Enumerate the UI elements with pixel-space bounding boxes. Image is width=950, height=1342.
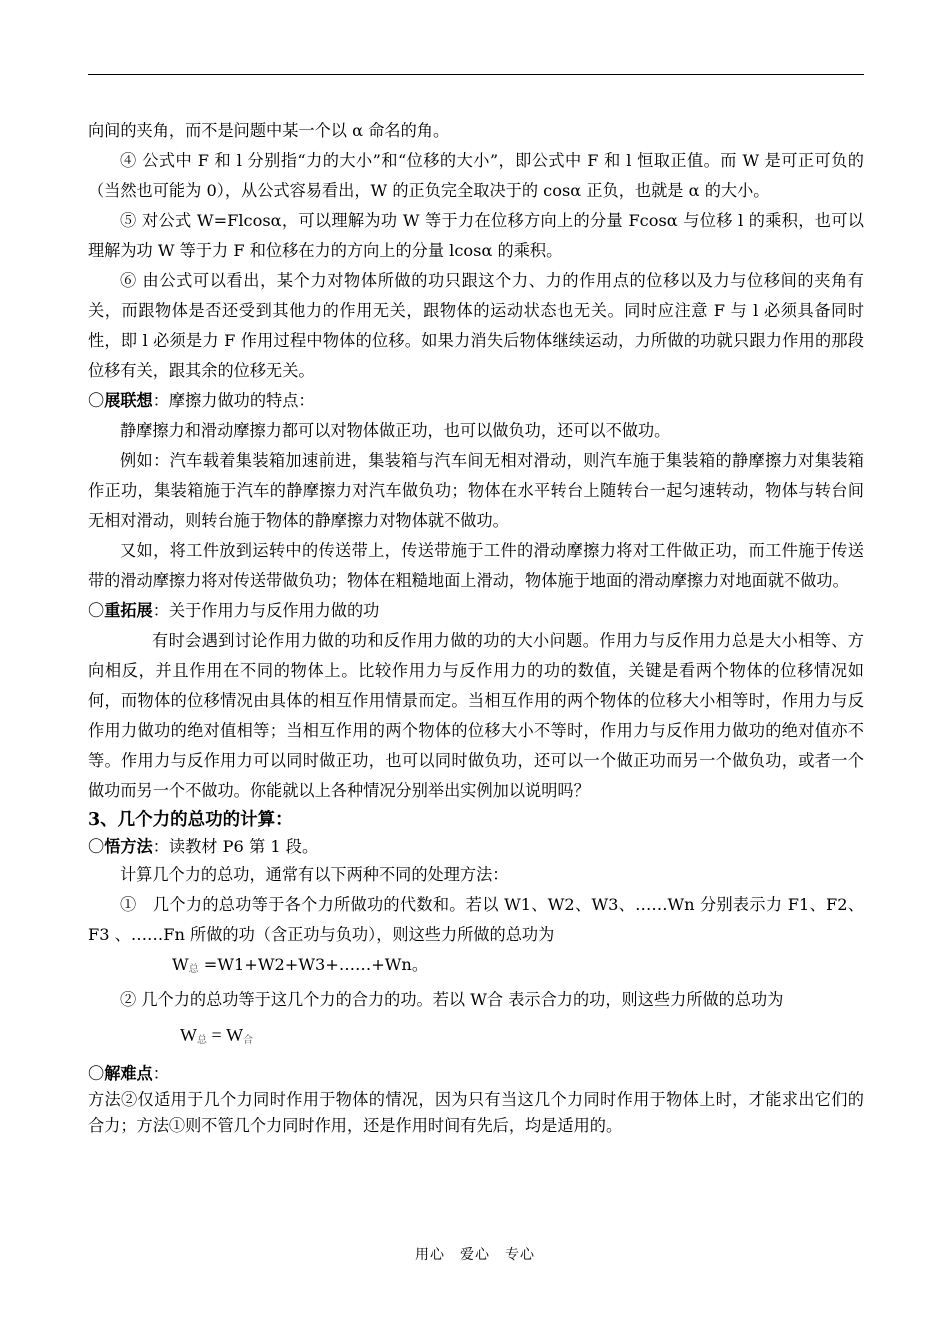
paragraph-difficulty: 方法②仅适用于几个力同时作用于物体的情况，因为只有当这几个力同时作用于物体上时，才能求出它们的合力；方法①则不管几个力同时作用，还是作用时间有先后，均是适用的。 [88, 1090, 864, 1135]
paragraph-method-1: ① 几个力的总功等于各个力所做功的代数和。若以 W1、W2、W3、……Wn 分别表示力 F1、F2、F3 、……Fn 所做的功（含正功与负功），则这些力所做的总功为 [88, 895, 864, 944]
formula-subscript: 总 [197, 1035, 207, 1046]
formula-symbol: W [226, 1025, 244, 1045]
formula-equals: = [207, 1025, 227, 1045]
heading-label: 悟方法 [104, 837, 153, 856]
circle-marker: 〇 [88, 837, 105, 856]
formula-rest: =W1+W2+W3+……+Wn。 [198, 955, 429, 974]
heading-label: 解难点 [104, 1064, 153, 1083]
heading-text: ： [152, 1064, 169, 1083]
paragraph-continuation: 向间的夹角，而不是问题中某一个以 α 命名的角。 [88, 121, 450, 140]
paragraph-friction-work: 静摩擦力和滑动摩擦力都可以对物体做正功，也可以做负功，还可以不做功。 [120, 421, 671, 440]
formula-subscript: 总 [188, 964, 199, 975]
formula-total-work-sum [88, 950, 864, 985]
circle-marker: 〇 [88, 601, 105, 620]
section-title-3: 3、几个力的总功的计算： [88, 810, 293, 830]
heading-label: 展联想 [104, 391, 153, 410]
heading-text: ：摩擦力做功的特点： [152, 391, 315, 410]
paragraph-point-5: ⑤ 对公式 W=Flcosα，可以理解为功 W 等于力在位移方向上的分量 Fcosα 与位移 l 的乘积，也可以理解为功 W 等于力 F 和位移在力的方向上的分量 lcosα 的乘积。 [88, 211, 864, 260]
paragraph-point-6: ⑥ 由公式可以看出，某个力对物体所做的功只跟这个力、力的作用点的位移以及力与位移间的夹角有关，而跟物体是否还受到其他力的作用无关，跟物体的运动状态也无关。同时应注意 F 与 l 必须具备同时性，即 l 必须是力 F 作用过程中物体的位移。如果力消失后物体继续运动，力所做的功就只跟力作用的那段位移有关，跟其余的位移无关。 [88, 271, 864, 380]
header-rule [88, 74, 864, 75]
circle-marker: 〇 [88, 1064, 105, 1083]
paragraph-example-2: 又如，将工件放到运转中的传送带上，传送带施于工件的滑动摩擦力将对工件做正功，而工件施于传送带的滑动摩擦力将对传送带做负功；物体在粗糙地面上滑动，物体施于地面的滑动摩擦力对地面就不做功。 [88, 541, 864, 590]
page-body [88, 116, 864, 1139]
formula-subscript: 合 [243, 1035, 254, 1046]
formula-total-equals-net [88, 1015, 864, 1061]
heading-extend-association [88, 386, 864, 416]
heading-difficulty [88, 1061, 864, 1087]
formula-symbol: W [172, 955, 189, 974]
paragraph-action-reaction: 有时会遇到讨论作用力做的功和反作用力做的功的大小问题。作用力与反作用力总是大小相等、方向相反，并且作用在不同的物体上。比较作用力与反作用力的功的数值，关键是看两个物体的位移情况如何，而物体的位移情况由具体的相互作用情景而定。当相互作用的两个物体的位移大小相等时，作用力与反作用力做功的绝对值相等；当相互作用的两个物体的位移大小不等时，作用力与反作用力做功的绝对值亦不等。作用力与反作用力可以同时做正功，也可以同时做负功，还可以一个做正功而另一个做负功，或者一个做功而另一个不做功。你能就以上各种情况分别举出实例加以说明吗？ [88, 631, 864, 800]
page-footer: 用心 爱心 专心 [415, 1247, 535, 1263]
paragraph-two-methods: 计算几个力的总功，通常有以下两种不同的处理方法： [120, 865, 509, 884]
paragraph-method-2: ② 几个力的总功等于这几个力的合力的功。若以 W合 表示合力的功，则这些力所做的总功为 [120, 990, 784, 1009]
paragraph-example-1: 例如：汽车载着集装箱加速前进，集装箱与汽车间无相对滑动，则汽车施于集装箱的静摩擦力对集装箱作正功，集装箱施于汽车的静摩擦力对汽车做负功；物体在水平转台上随转台一起匀速转动，物体与转台间无相对滑动，则转台施于物体的静摩擦力对物体就不做功。 [88, 451, 864, 530]
paragraph-point-4: ④ 公式中 F 和 l 分别指“力的大小”和“位移的大小”，即公式中 F 和 l 恒取正值。而 W 是可正可负的（当然也可能为 0），从公式容易看出，W 的正负完全取决于的 cosα 正负，也就是 α 的大小。 [88, 151, 864, 200]
heading-text: ：关于作用力与反作用力做的功 [152, 601, 380, 620]
heading-text: ：读教材 P6 第 1 段。 [152, 837, 319, 856]
circle-marker: 〇 [88, 391, 105, 410]
formula-symbol: W [180, 1025, 197, 1045]
heading-label: 重拓展 [104, 601, 153, 620]
heading-method [88, 834, 864, 860]
heading-expand [88, 596, 864, 626]
